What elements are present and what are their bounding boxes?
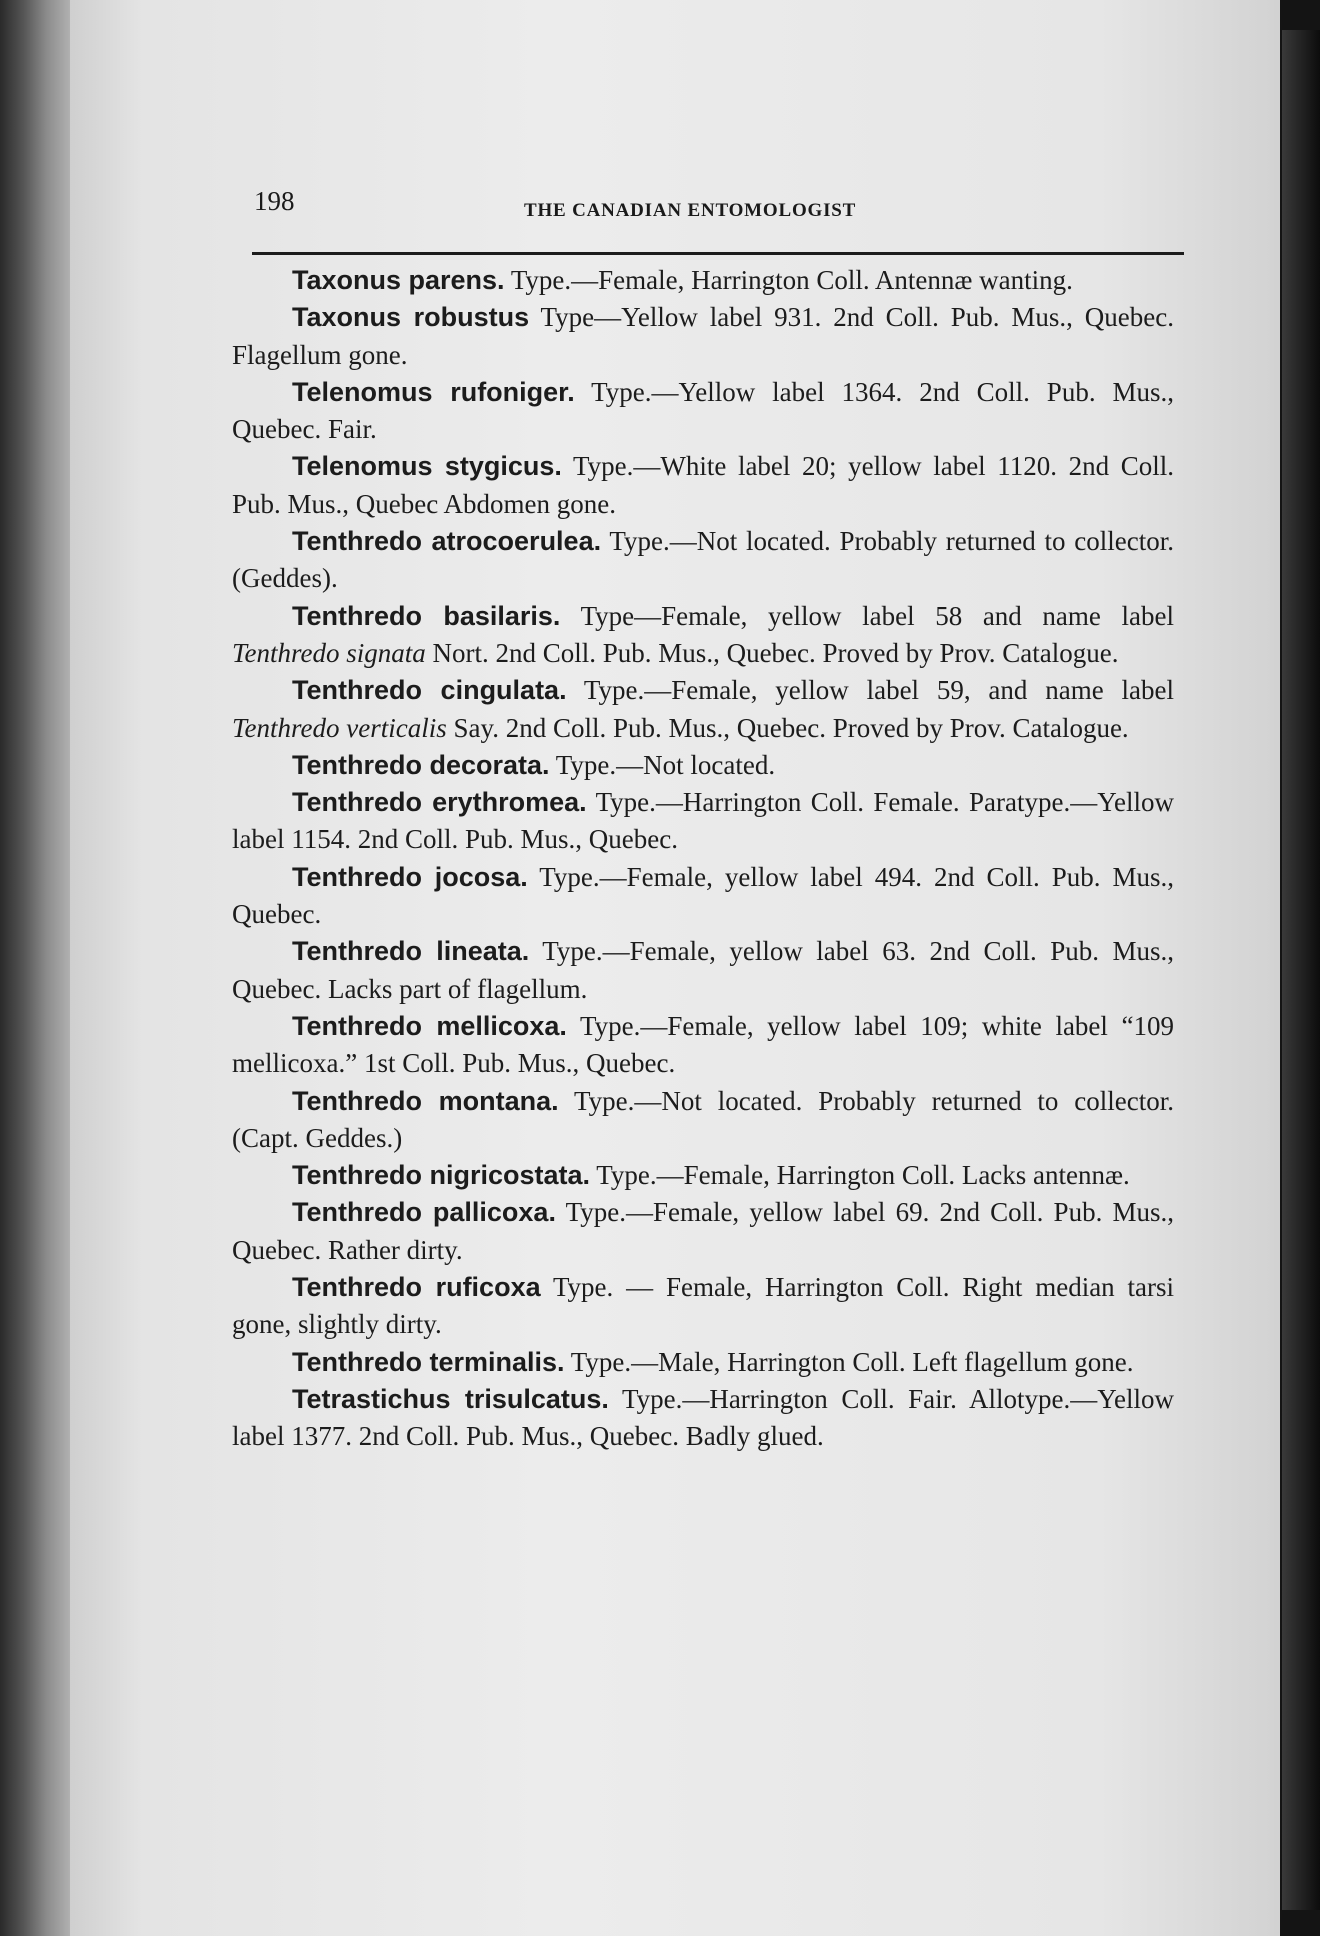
entry-text: Type.—Female, Harrington Coll. Antennæ wanting. <box>504 265 1073 295</box>
entry-tenthredo-nigricostata <box>232 1157 1174 1194</box>
entry-tenthredo-terminalis <box>232 1344 1174 1381</box>
entry-text: Type.—Harrington Coll. Female. Paratype.—Yellow label 1154. 2nd Coll. Pub. Mus., Quebec. <box>232 787 1174 855</box>
header-rule <box>252 252 1184 255</box>
entry-text-continued: Say. 2nd Coll. Pub. Mus., Quebec. Proved by Prov. Catalogue. <box>446 712 1129 743</box>
entry-tenthredo-atrocoerulea <box>232 523 1174 598</box>
entry-tenthredo-erythromea <box>232 784 1174 859</box>
entry-tenthredo-ruficoxa <box>232 1269 1174 1344</box>
species-name: Taxonus robustus <box>292 302 530 333</box>
entry-list <box>232 262 1174 1456</box>
species-name: Tenthredo terminalis. <box>292 1346 565 1377</box>
entry-tenthredo-jocosa <box>232 859 1174 934</box>
entry-text: Type.—Harrington Coll. Fair. Allotype.—Yellow label 1377. 2nd Coll. Pub. Mus., Quebec. Badly glued. <box>232 1383 1174 1452</box>
entry-text: Type.—Female, Harrington Coll. Lacks antennæ. <box>590 1160 1130 1191</box>
entry-text: Type.—Not located. Probably returned to collector. (Capt. Geddes.) <box>232 1085 1174 1153</box>
entry-text: Type—Yellow label 931. 2nd Coll. Pub. Mus., Quebec. Flagellum gone. <box>232 302 1174 370</box>
entry-text: Type.—Yellow label 1364. 2nd Coll. Pub. Mus., Quebec. Fair. <box>232 376 1174 445</box>
species-name: Tenthredo erythromea. <box>292 787 587 818</box>
species-name: Tenthredo pallicoxa. <box>292 1197 556 1228</box>
species-name: Tenthredo atrocoerulea. <box>292 526 602 557</box>
entry-taxonus-robustus <box>232 299 1174 374</box>
entry-text: Type.—Not located. Probably returned to collector. (Geddes). <box>232 526 1174 594</box>
entry-text-continued: Nort. 2nd Coll. Pub. Mus., Quebec. Proved by Prov. Catalogue. <box>425 637 1119 668</box>
entry-tenthredo-pallicoxa <box>232 1194 1174 1269</box>
species-name: Tenthredo lineata. <box>292 936 530 967</box>
entry-taxonus-parens <box>232 262 1174 299</box>
species-name: Tenthredo basilaris. <box>292 600 561 631</box>
page-header <box>254 186 1184 226</box>
entry-text: Type.—Female, yellow label 63. 2nd Coll. Pub. Mus., Quebec. Lacks part of flagellum. <box>232 936 1175 1004</box>
species-name: Telenomus stygicus. <box>292 451 562 482</box>
species-name: Taxonus parens. <box>292 265 505 295</box>
species-name: Tenthredo nigricostata. <box>292 1160 591 1191</box>
entry-text: Type. — Female, Harrington Coll. Right median tarsi gone, slightly dirty. <box>232 1272 1174 1340</box>
entry-tetrastichus-trisulcatus <box>232 1381 1174 1456</box>
species-name: Tenthredo mellicoxa. <box>292 1010 567 1041</box>
entry-text: Type.—Not located. <box>549 749 776 780</box>
species-name: Tenthredo cingulata. <box>292 675 567 706</box>
entry-tenthredo-cingulata <box>232 672 1174 747</box>
entry-text: Type.—White label 20; yellow label 1120. 2nd Coll. Pub. Mus., Quebec Abdomen gone. <box>232 451 1174 519</box>
entry-text: Type.—Female, yellow label 109; white label “109 mellicoxa.” 1st Coll. Pub. Mus., Quebec. <box>232 1010 1174 1079</box>
entry-text: Type.—Male, Harrington Coll. Left flagellum gone. <box>564 1346 1134 1377</box>
name-label-italic: Tenthredo verticalis <box>232 712 447 743</box>
entry-text: Type—Female, yellow label 58 and name label <box>560 600 1174 631</box>
name-label-italic: Tenthredo signata <box>232 637 426 668</box>
running-head: THE CANADIAN ENTOMOLOGIST <box>524 200 857 221</box>
species-name: Telenomus rufoniger. <box>292 376 575 407</box>
entry-text: Type.—Female, yellow label 494. 2nd Coll. Pub. Mus., Quebec. <box>232 861 1175 930</box>
entry-tenthredo-mellicoxa <box>232 1008 1174 1083</box>
entry-tenthredo-basilaris <box>232 598 1174 673</box>
species-name: Tenthredo montana. <box>292 1085 559 1116</box>
entry-telenomus-stygicus <box>232 448 1174 523</box>
page-number: 198 <box>254 186 295 216</box>
entry-telenomus-rufoniger <box>232 374 1174 449</box>
entry-tenthredo-montana <box>232 1083 1174 1158</box>
facing-page-edge <box>1282 30 1320 1910</box>
entry-tenthredo-lineata <box>232 933 1174 1008</box>
book-gutter <box>0 0 78 1936</box>
species-name: Tetrastichus trisulcatus. <box>292 1383 609 1414</box>
entry-text: Type.—Female, yellow label 69. 2nd Coll. Pub. Mus., Quebec. Rather dirty. <box>232 1197 1174 1265</box>
entry-tenthredo-decorata <box>232 747 1174 784</box>
entry-text: Type.—Female, yellow label 59, and name label <box>566 675 1174 706</box>
species-name: Tenthredo decorata. <box>292 749 550 780</box>
species-name: Tenthredo jocosa. <box>292 861 528 892</box>
species-name: Tenthredo ruficoxa <box>292 1272 541 1303</box>
